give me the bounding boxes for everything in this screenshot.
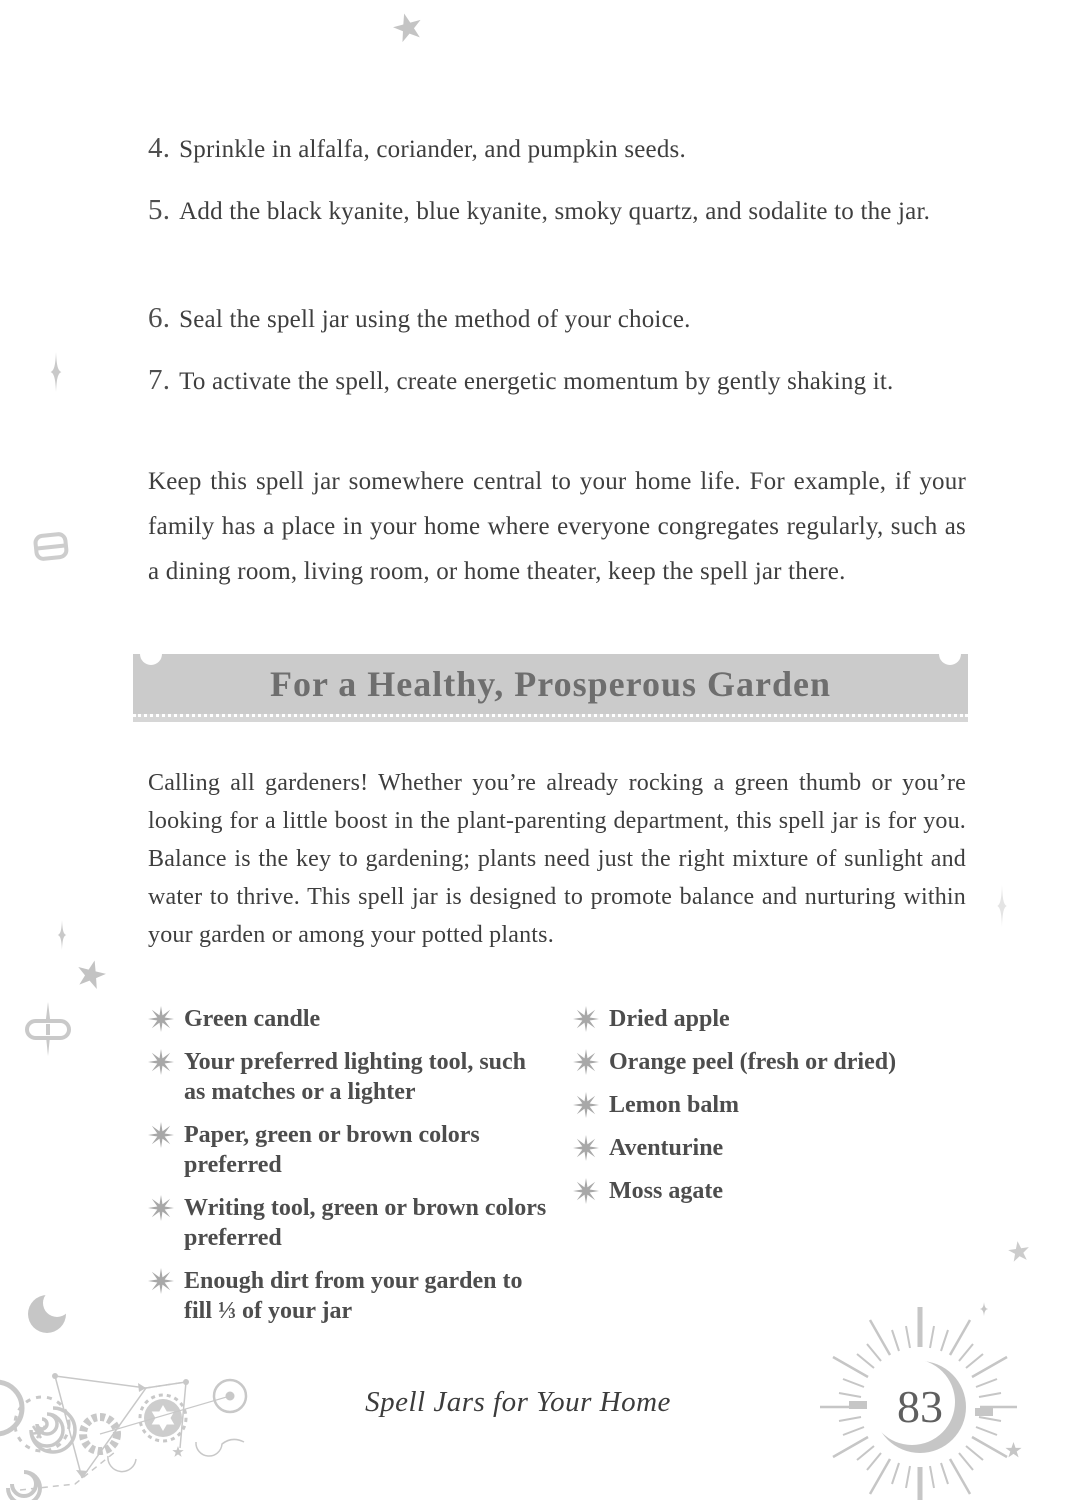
- supplies-list-left: [148, 1004, 548, 1339]
- step-number: 4.: [148, 132, 171, 164]
- constellation-art: [0, 1356, 265, 1500]
- crescent-moon-icon: [26, 1290, 72, 1336]
- step-number: 6.: [148, 302, 171, 334]
- supply-text: Dried apple: [609, 1006, 730, 1032]
- banner-dotted-strip: [133, 714, 968, 722]
- supply-text: Lemon balm: [609, 1092, 740, 1118]
- star-bullet-icon: [148, 1006, 174, 1032]
- list-item: [573, 1176, 973, 1206]
- star-bullet-icon: [573, 1006, 599, 1032]
- sparkle-icon: [47, 352, 65, 392]
- step-text: Add the black kyanite, blue kyanite, smoky quartz, and sodalite to the jar.: [179, 198, 931, 225]
- step-number: 7.: [148, 364, 171, 396]
- planet-doodle-icon: [24, 1000, 72, 1058]
- star-bullet-icon: [573, 1049, 599, 1075]
- supply-text: Paper, green or brown colors preferred: [184, 1122, 480, 1178]
- supply-text: Aventurine: [609, 1135, 724, 1161]
- sparkle-icon: [55, 920, 69, 950]
- list-item: [148, 1004, 548, 1034]
- page-number: 83: [897, 1381, 943, 1432]
- box-icon: [31, 528, 70, 566]
- section-intro-paragraph: Calling all gardeners! Whether you’re already rocking a green thumb or you’re looking for a little boost in the plant-parenting department, this spell jar is for you. Balance is the key to gardening; plants need just the right mixture of sunlight and water to thrive. This spell jar is designed to promote balance and nurturing within your garden or among your potted plants.: [148, 770, 966, 948]
- supply-text: Moss agate: [609, 1178, 723, 1204]
- list-item: [148, 1266, 548, 1326]
- supply-text: Orange peel (fresh or dried): [609, 1049, 897, 1075]
- star-bullet-icon: [148, 1049, 174, 1075]
- step-text: Seal the spell jar using the method of your choice.: [179, 306, 691, 333]
- running-title: Spell Jars for Your Home: [365, 1386, 671, 1418]
- list-item: [573, 1133, 973, 1163]
- instruction-item: [148, 187, 966, 235]
- step-text: To activate the spell, create energetic momentum by gently shaking it.: [179, 368, 894, 395]
- instruction-item: [148, 125, 966, 173]
- star-bullet-icon: [148, 1122, 174, 1148]
- list-item: [573, 1090, 973, 1120]
- step-number: 5.: [148, 194, 171, 226]
- star-icon: [390, 10, 427, 47]
- list-item: [148, 1193, 548, 1253]
- instruction-item: [148, 295, 966, 343]
- sparkle-icon: [994, 885, 1010, 927]
- supplies-list-right: [573, 1004, 973, 1219]
- star-icon: [73, 957, 109, 993]
- section-title: For a Healthy, Prosperous Garden: [269, 664, 831, 704]
- star-bullet-icon: [573, 1135, 599, 1161]
- list-item: [573, 1004, 973, 1034]
- body-paragraph: Keep this spell jar somewhere central to your home life. For example, if your family has a place in your home where everyone congregates regularly, such as a dining room, living room, or home theater, keep the spell jar there.: [148, 468, 966, 585]
- star-bullet-icon: [573, 1178, 599, 1204]
- supply-text: Green candle: [184, 1006, 321, 1032]
- list-item: [148, 1120, 548, 1180]
- supply-text: Your preferred lighting tool, such as matches or a lighter: [184, 1049, 527, 1105]
- supply-text: Enough dirt from your garden to fill ⅓ of your jar: [184, 1268, 523, 1324]
- star-bullet-icon: [148, 1195, 174, 1221]
- star-bullet-icon: [148, 1268, 174, 1294]
- step-text: Sprinkle in alfalfa, coriander, and pumpkin seeds.: [179, 136, 686, 163]
- star-icon: [1007, 1240, 1032, 1265]
- star-bullet-icon: [573, 1092, 599, 1118]
- instruction-item: [148, 357, 966, 405]
- list-item: [573, 1047, 973, 1077]
- supply-text: Writing tool, green or brown colors preferred: [184, 1195, 547, 1251]
- section-banner: [133, 654, 968, 722]
- list-item: [148, 1047, 548, 1107]
